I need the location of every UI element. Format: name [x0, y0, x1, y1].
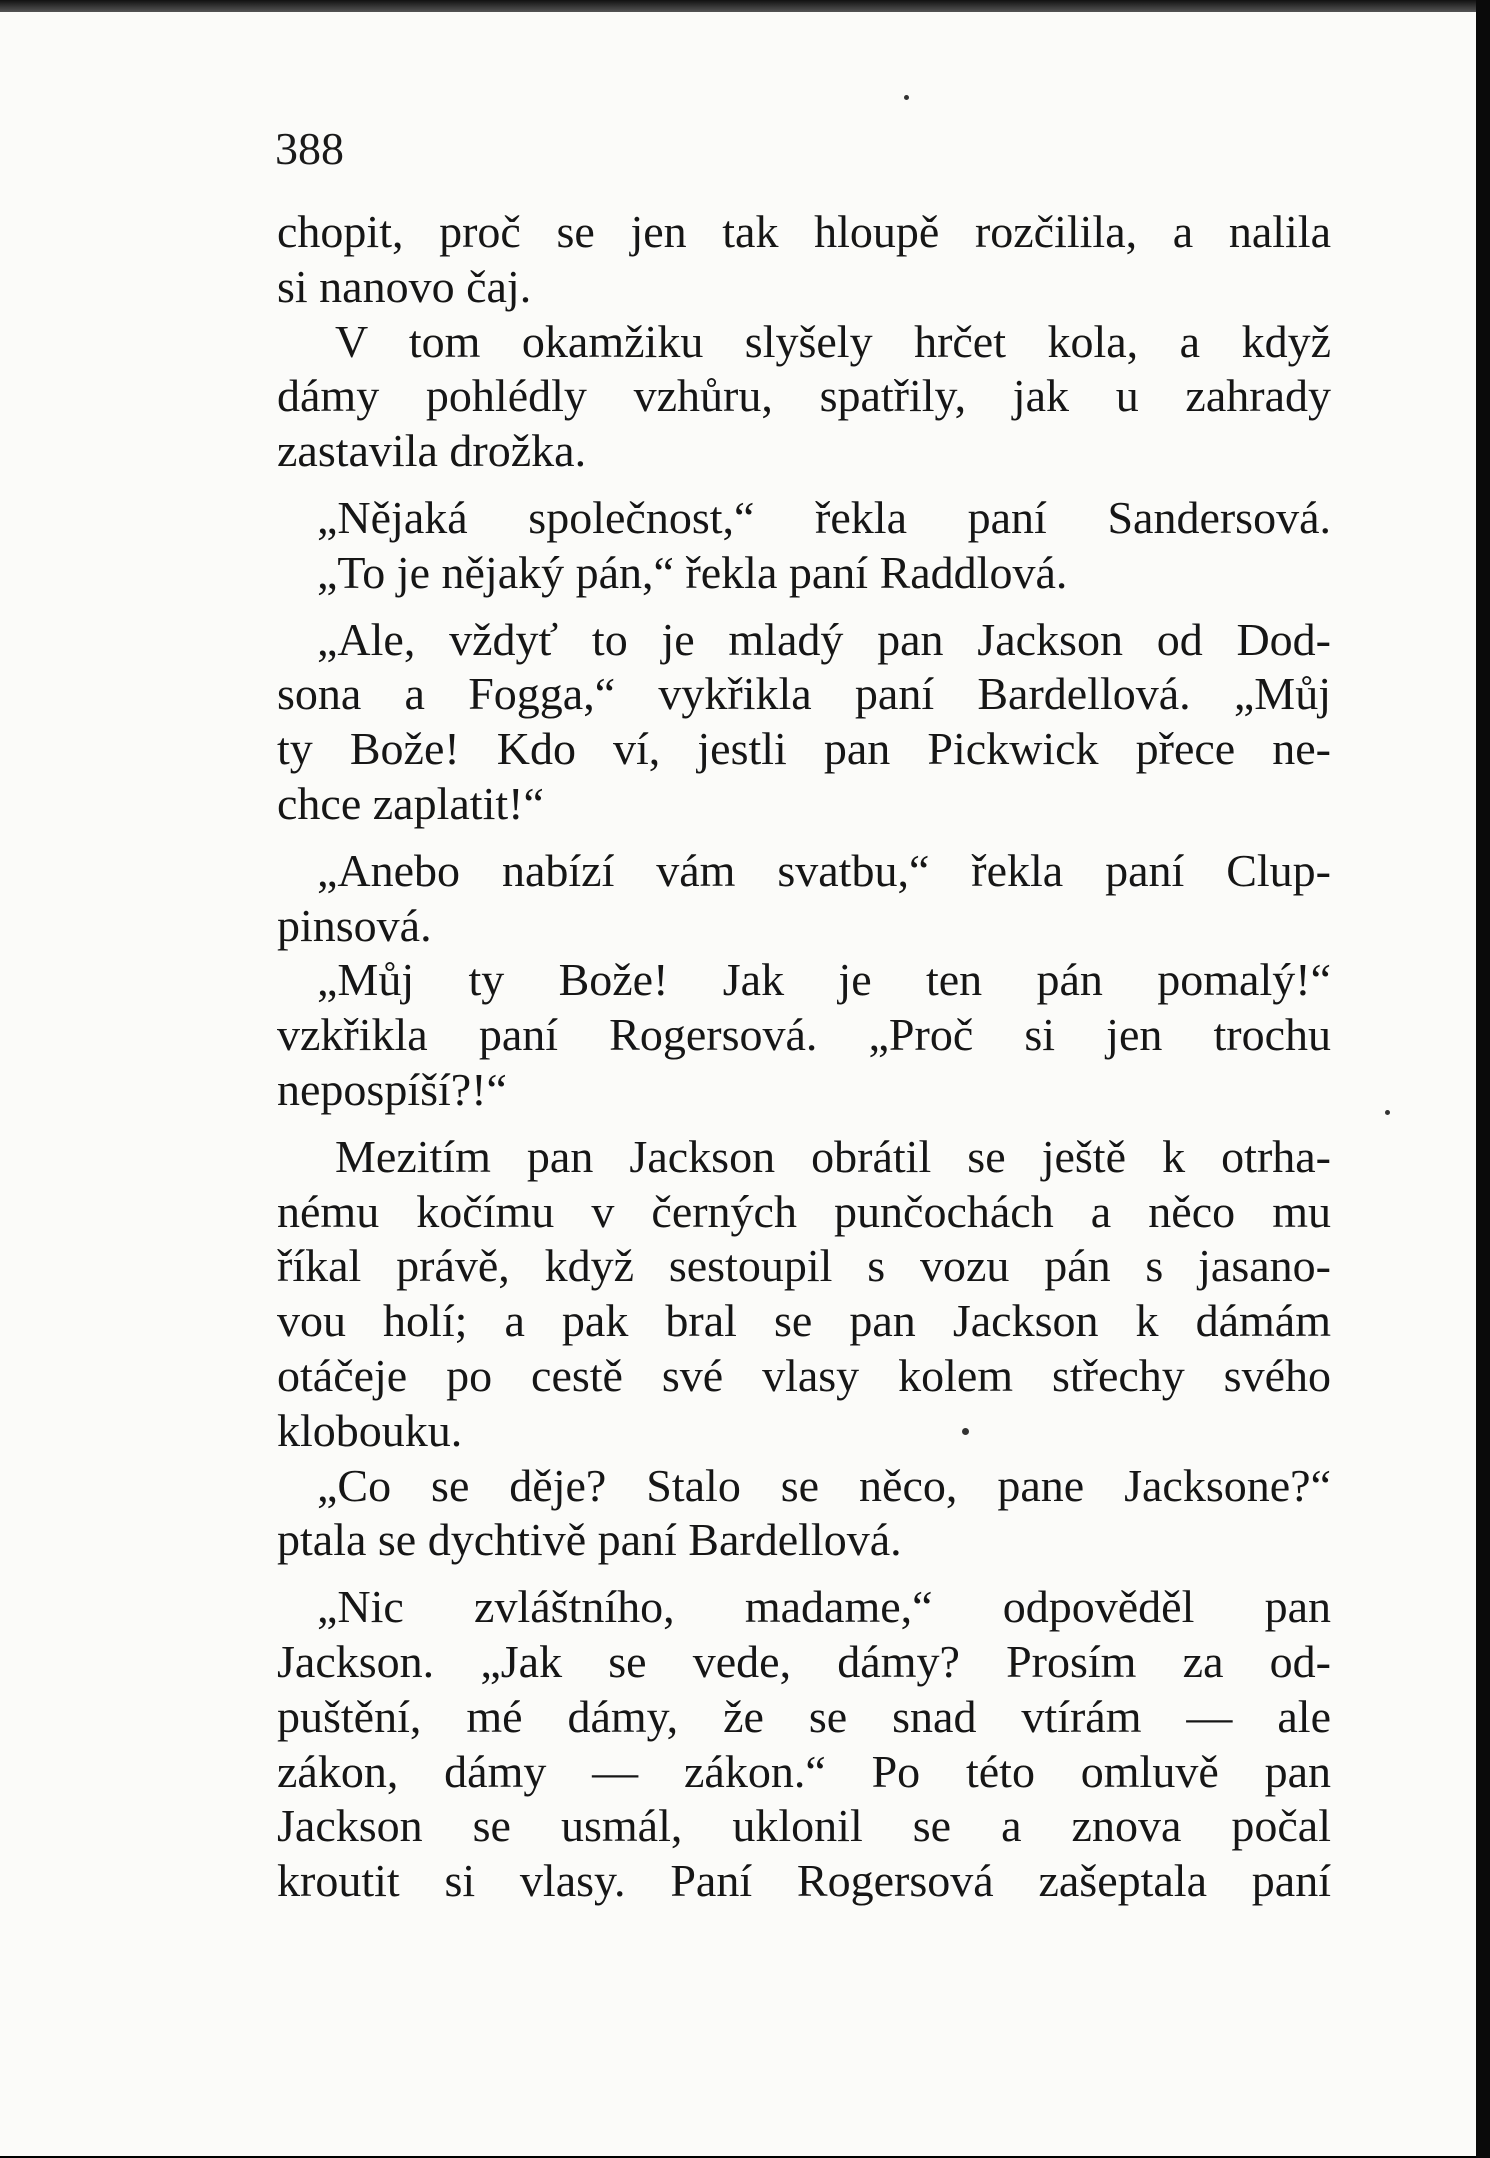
text-line: ty Bože! Kdo ví, jestli pan Pickwick přece ne-	[277, 723, 1331, 775]
text-line: Jackson se usmál, uklonil se a znova počal	[277, 1800, 1331, 1852]
text-line: zákon, dámy — zákon.“ Po této omluvě pan	[277, 1745, 1331, 1797]
text-line: pinsová.	[277, 899, 432, 951]
page-text	[277, 205, 1331, 1909]
text-line: Mezitím pan Jackson obrátil se ještě k otrha-	[335, 1130, 1331, 1182]
text-line: chce zaplatit!“	[277, 777, 544, 829]
text-line: ptala se dychtivě paní Bardellová.	[277, 1514, 902, 1566]
text-line: otáčeje po cestě své vlasy kolem střechy svého	[277, 1349, 1331, 1401]
text-line: kroutit si vlasy. Paní Rogersová zašeptala paní	[277, 1855, 1331, 1907]
text-line: „Anebo nabízí vám svatbu,“ řekla paní Clup-	[317, 844, 1331, 896]
scan-edge-top	[0, 0, 1490, 12]
text-line: nému kočímu v černých punčochách a něco mu	[277, 1185, 1331, 1237]
text-line: dámy pohlédly vzhůru, spatřily, jak u zahrady	[277, 370, 1331, 422]
text-line: zastavila drožka.	[277, 425, 587, 477]
text-line: „Můj ty Bože! Jak je ten pán pomalý!“	[317, 954, 1331, 1006]
book-page	[0, 10, 1478, 2156]
text-line: „Ale, vždyť to je mladý pan Jackson od Dod-	[317, 613, 1331, 665]
text-line: „Nějaká společnost,“ řekla paní Sandersová.	[317, 491, 1331, 543]
text-line: nepospíší?!“	[277, 1063, 507, 1115]
text-line: „To je nějaký pán,“ řekla paní Raddlová.	[317, 546, 1068, 598]
text-line: vou holí; a pak bral se pan Jackson k dámám	[277, 1295, 1331, 1347]
text-line: chopit, proč se jen tak hloupě rozčilila, a nalila	[277, 206, 1331, 257]
text-line: vzkřikla paní Rogersová. „Proč si jen trochu	[277, 1009, 1331, 1061]
text-line: „Co se děje? Stalo se něco, pane Jacksone?“	[317, 1459, 1331, 1511]
text-line: sona a Fogga,“ vykřikla paní Bardellová. „Můj	[277, 668, 1331, 720]
print-speck	[1385, 1110, 1390, 1115]
text-line: V tom okamžiku slyšely hrčet kola, a když	[335, 315, 1331, 367]
text-line: si nanovo čaj.	[277, 260, 532, 312]
scan-edge-right	[1476, 0, 1490, 2158]
text-line: puštění, mé dámy, že se snad vtírám — ale	[277, 1690, 1331, 1742]
text-line: říkal právě, když sestoupil s vozu pán s jasano-	[277, 1240, 1331, 1292]
text-line: Jackson. „Jak se vede, dámy? Prosím za od-	[277, 1635, 1331, 1687]
page-number: 388	[275, 123, 344, 174]
text-line: „Nic zvláštního, madame,“ odpověděl pan	[317, 1581, 1331, 1633]
print-speck	[904, 95, 909, 100]
print-speck	[962, 1428, 969, 1435]
text-line: klobouku.	[277, 1404, 463, 1456]
